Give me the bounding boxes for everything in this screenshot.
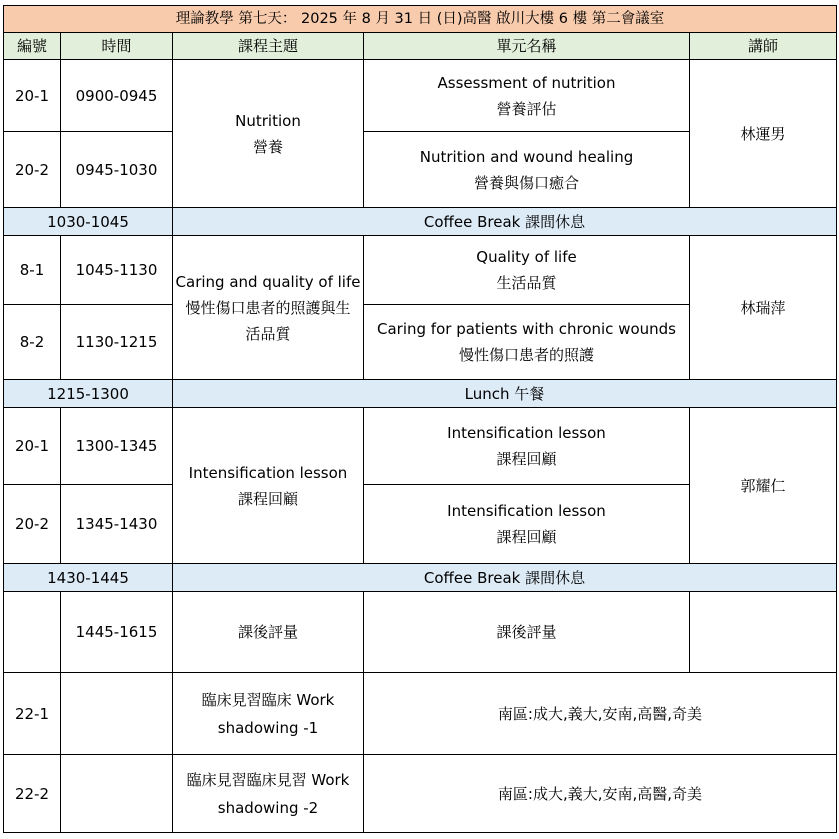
topic-en: Caring and quality of life bbox=[175, 272, 361, 291]
session-time: 1300-1345 bbox=[61, 408, 173, 485]
unit-cell bbox=[364, 60, 690, 132]
topic-line-2: shadowing -1 bbox=[217, 718, 319, 737]
table-row bbox=[4, 673, 837, 755]
table-row bbox=[4, 60, 837, 132]
session-time: 0900-0945 bbox=[61, 60, 173, 132]
title-row bbox=[4, 6, 837, 33]
session-code: 20-2 bbox=[4, 485, 61, 564]
session-time: 1345-1430 bbox=[61, 485, 173, 564]
header-time: 時間 bbox=[61, 33, 173, 60]
unit-zh: 營養評估 bbox=[496, 99, 557, 118]
topic-cell bbox=[173, 673, 364, 755]
session-code: 8-2 bbox=[4, 305, 61, 380]
lecturer-cell bbox=[690, 592, 837, 673]
lecturer-cell: 郭耀仁 bbox=[690, 408, 837, 564]
unit-en: Quality of life bbox=[476, 248, 577, 266]
session-time: 1130-1215 bbox=[61, 305, 173, 380]
unit-zh: 營養與傷口癒合 bbox=[473, 173, 579, 192]
topic-cell bbox=[173, 755, 364, 833]
lunch-time: 1215-1300 bbox=[4, 380, 173, 408]
unit-zh: 課程回顧 bbox=[496, 528, 557, 546]
unit-cell bbox=[364, 485, 690, 564]
break-row bbox=[4, 564, 837, 592]
topic-en: Intensification lesson bbox=[188, 463, 348, 482]
unit-en: Nutrition and wound healing bbox=[419, 147, 634, 166]
session-code: 20-2 bbox=[4, 132, 61, 208]
header-topic: 課程主題 bbox=[173, 33, 364, 60]
session-time: 1445-1615 bbox=[61, 592, 173, 673]
unit-cell bbox=[364, 236, 690, 305]
table-row bbox=[4, 755, 837, 833]
schedule-table bbox=[3, 5, 837, 833]
unit-cell bbox=[364, 408, 690, 485]
lunch-label: Lunch 午餐 bbox=[173, 380, 837, 408]
unit-zh: 慢性傷口患者的照護 bbox=[458, 346, 594, 364]
session-time: 0945-1030 bbox=[61, 132, 173, 208]
session-code: 20-1 bbox=[4, 60, 61, 132]
table-row bbox=[4, 236, 837, 305]
break-row bbox=[4, 208, 837, 236]
lunch-row bbox=[4, 380, 837, 408]
header-lecturer: 講師 bbox=[690, 33, 837, 60]
table-row bbox=[4, 408, 837, 485]
break-time: 1430-1445 bbox=[4, 564, 173, 592]
session-time: 1045-1130 bbox=[61, 236, 173, 305]
table-row bbox=[4, 592, 837, 673]
break-time: 1030-1045 bbox=[4, 208, 173, 236]
unit-en: Intensification lesson bbox=[447, 424, 606, 442]
topic-cell bbox=[173, 236, 364, 380]
unit-cell: 課後評量 bbox=[364, 592, 690, 673]
break-label: Coffee Break 課間休息 bbox=[173, 208, 837, 236]
session-code: 8-1 bbox=[4, 236, 61, 305]
unit-cell: 南區:成大,義大,安南,高醫,奇美 bbox=[364, 755, 837, 833]
topic-zh-cont: 活品質 bbox=[245, 324, 291, 343]
topic-zh: 課程回顧 bbox=[237, 489, 298, 508]
unit-en: Intensification lesson bbox=[447, 502, 606, 520]
session-code: 20-1 bbox=[4, 408, 61, 485]
header-row bbox=[4, 33, 837, 60]
schedule-title: 理論教學 第七天： 2025 年 8 月 31 日 (日)高醫 啟川大樓 6 樓 第二會議室 bbox=[4, 6, 837, 33]
topic-zh: 慢性傷口患者的照護與生 bbox=[185, 298, 351, 317]
unit-cell bbox=[364, 305, 690, 380]
session-code: 22-1 bbox=[4, 673, 61, 755]
topic-line-2: shadowing -2 bbox=[217, 798, 319, 817]
lecturer-cell: 林運男 bbox=[690, 60, 837, 208]
header-code: 編號 bbox=[4, 33, 61, 60]
topic-cell bbox=[173, 60, 364, 208]
topic-line-1: 臨床見習臨床見習 Work bbox=[186, 770, 350, 789]
session-time bbox=[61, 755, 173, 833]
topic-cell: 課後評量 bbox=[173, 592, 364, 673]
topic-line-1: 臨床見習臨床 Work bbox=[201, 690, 335, 709]
unit-zh: 生活品質 bbox=[496, 274, 557, 292]
topic-en: Nutrition bbox=[235, 111, 301, 130]
lecturer-cell: 林瑞萍 bbox=[690, 236, 837, 380]
unit-zh: 課程回顧 bbox=[496, 450, 557, 468]
unit-cell: 南區:成大,義大,安南,高醫,奇美 bbox=[364, 673, 837, 755]
topic-cell bbox=[173, 408, 364, 564]
header-unit: 單元名稱 bbox=[364, 33, 690, 60]
session-code: 22-2 bbox=[4, 755, 61, 833]
unit-en: Caring for patients with chronic wounds bbox=[377, 320, 676, 338]
topic-zh: 營養 bbox=[252, 137, 283, 156]
session-time bbox=[61, 673, 173, 755]
unit-cell bbox=[364, 132, 690, 208]
break-label: Coffee Break 課間休息 bbox=[173, 564, 837, 592]
unit-en: Assessment of nutrition bbox=[437, 73, 616, 92]
session-code bbox=[4, 592, 61, 673]
